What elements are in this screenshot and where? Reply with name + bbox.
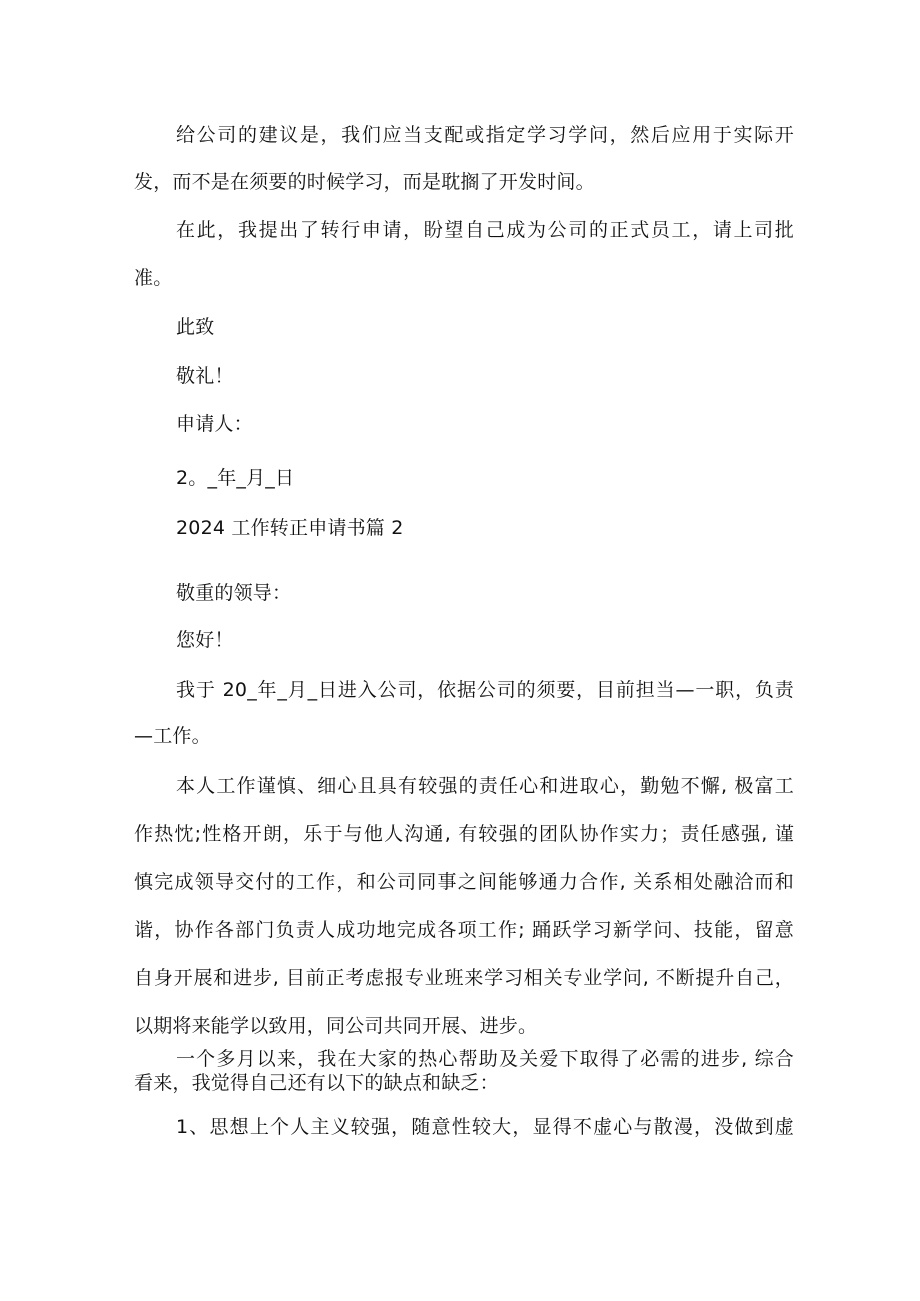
paragraph-line: 作热忱;性格开朗，乐于与他人沟通, 有较强的团队协作实力；责任感强, 谨 [134, 823, 794, 845]
salutation-line: 敬重的领导： [176, 582, 292, 604]
applicant-line: 申请人： [176, 413, 253, 435]
paragraph-line: 一个多月以来，我在大家的热心帮助及关爱下取得了必需的进步, 综合 [176, 1048, 794, 1070]
paragraph-line: 慎完成领导交付的工作，和公司同事之间能够通力合作, 关系相处融洽而和 [134, 871, 794, 893]
paragraph-line: 自身开展和进步, 目前正考虑报专业班来学习相关专业学问, 不断提升自己， [134, 967, 794, 989]
paragraph-line: 发，而不是在须要的时候学习，而是耽搁了开发时间。 [134, 171, 595, 193]
greeting-line: 您好！ [176, 629, 234, 651]
paragraph-line: 我于 20_年_月_日进入公司，依据公司的须要，目前担当—一职，负责 [176, 679, 794, 701]
closing-line: 敬礼！ [176, 365, 234, 387]
paragraph-line: —工作。 [134, 725, 211, 747]
paragraph-line: 看来，我觉得自己还有以下的缺点和缺乏： [134, 1072, 499, 1094]
date-line: 2。_年_月_日 [176, 467, 295, 489]
paragraph-line: 谐，协作各部门负责人成功地完成各项工作; 踊跃学习新学问、技能，留意 [134, 919, 794, 941]
paragraph-line: 准。 [134, 267, 173, 289]
paragraph-line: 给公司的建议是，我们应当支配或指定学习学问，然后应用于实际开 [176, 124, 794, 146]
section-heading: 2024 工作转正申请书篇 2 [176, 517, 404, 539]
paragraph-line: 在此，我提出了转行申请，盼望自己成为公司的正式员工，请上司批 [176, 219, 794, 241]
paragraph-line: 1、思想上个人主义较强，随意性较大，显得不虚心与散漫，没做到虚 [176, 1116, 794, 1138]
paragraph-line: 以期将来能学以致用，同公司共同开展、进步。 [134, 1015, 538, 1037]
closing-line: 此致 [176, 316, 215, 338]
paragraph-line: 本人工作谨慎、细心且具有较强的责任心和进取心，勤勉不懈, 极富工 [176, 775, 794, 797]
